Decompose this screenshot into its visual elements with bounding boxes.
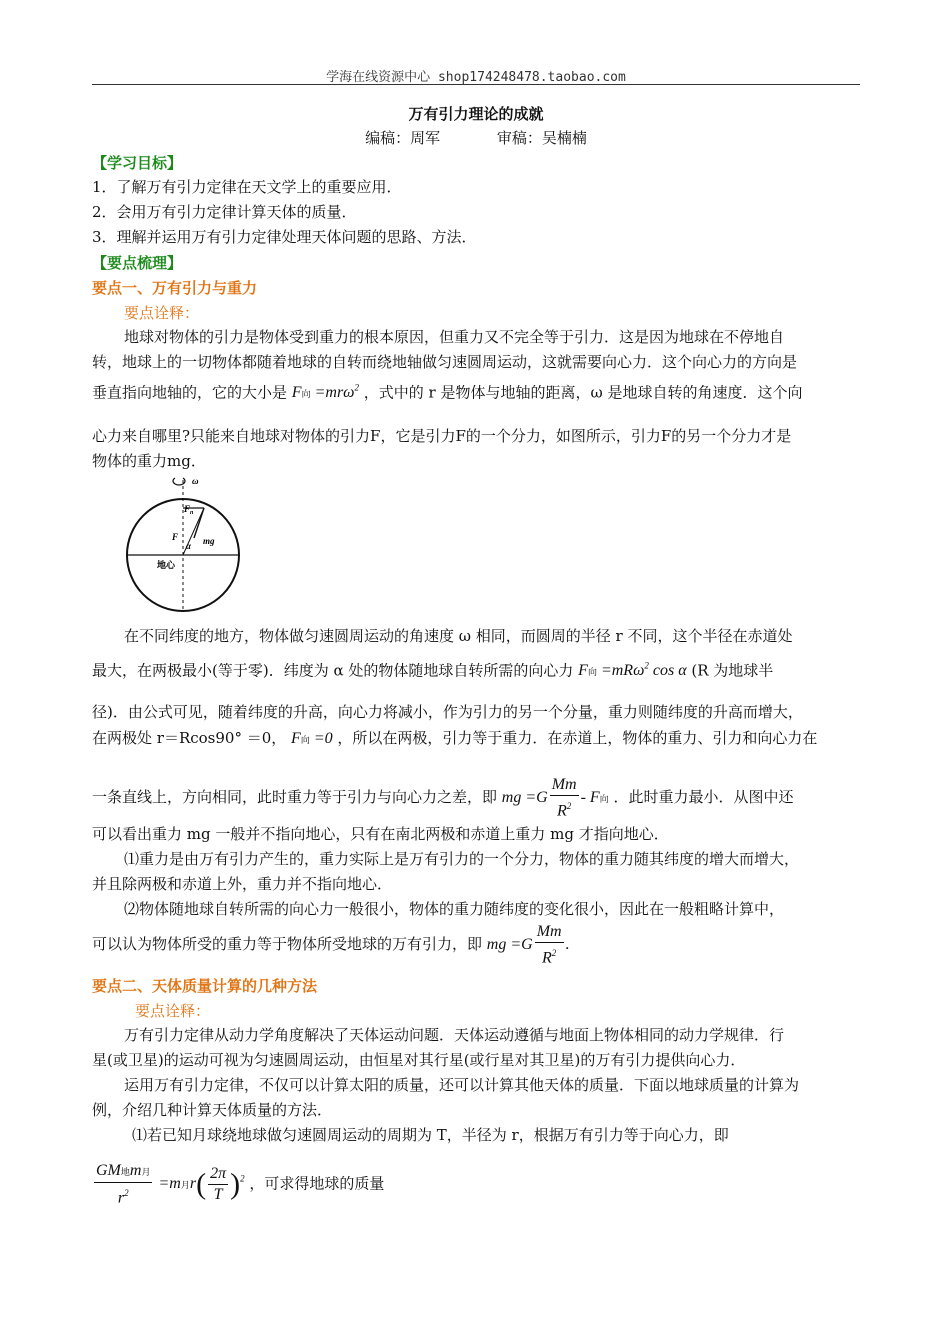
equator-formula: mg =G $\frac{Mm}{R^2}$ - F向 (501, 776, 609, 820)
page-header: 学海在线资源中心 shop174248478.taobao.com (326, 70, 626, 85)
p1-line-3-text: 垂直指向地轴的，它的大小是 (92, 383, 288, 402)
p2-line-3: 径)．由公式可见，随着纬度的升高，向心力将减小，作为引力的另一个分量，重力则随纬度的升高而增大， (92, 703, 803, 721)
alpha-label: α (186, 541, 191, 551)
centripetal-formula: F向 =mrω$^2$ (291, 383, 359, 402)
point2-title: 要点二、天体质量计算的几种方法 (92, 977, 318, 995)
editors-line (92, 127, 860, 148)
mg-label: mg (203, 536, 215, 546)
p1-line-5: 物体的重力mg． (92, 452, 206, 470)
f-label: F (172, 532, 179, 542)
p3-line-3: 运用万有引力定律，不仅可以计算太阳的质量，还可以计算其他天体的质量．下面以地球质量的计算为 (124, 1076, 800, 1094)
point1-title: 要点一、万有引力与重力 (92, 279, 258, 297)
p3-line-5: ⑴若已知月球绕地球做匀速圆周运动的周期为 T，半径为 r，根据万有引力等于向心力，即 (132, 1126, 729, 1144)
mg-vector (194, 508, 204, 538)
goal-2: 2．会用万有引力定律计算天体的质量． (92, 203, 357, 221)
approx-gravity-formula: mg =G $\frac{Mm}{R^2}$ . (486, 923, 570, 967)
note-1-line-2: 并且除两极和赤道上外，重力并不指向地心． (92, 875, 393, 893)
orbit-formula: $\frac{\text{GM地m月}}{r^2}$ =m月r( $\frac{2\pi}{T}$ )$^2$ (96, 1161, 245, 1207)
p1-line-4: 心力来自哪里?只能来自地球对物体的引力F，它是引力F的一个分力，如图所示，引力F的另一个分力才是 (92, 427, 792, 445)
point1-annotation: 要点诠释： (124, 304, 200, 322)
p1-line-1: 地球对物体的引力是物体受到重力的根本原因，但重力又不完全等于引力．这是因为地球在不停地自 (124, 328, 785, 346)
header-divider (92, 84, 860, 85)
p2-line-4: 在两极处 r＝Rcos90° ＝0， F向 =0 ，所以在两极，引力等于重力．在赤道上，物体的重力、引力和向心力在 (92, 729, 818, 747)
p3-line-1: 万有引力定律从动力学角度解决了天体运动问题．天体运动遵循与地面上物体相同的动力学规律．行 (124, 1026, 785, 1044)
p1-line-3-tail: ，式中的 r 是物体与地轴的距离，ω 是地球自转的角速度．这个向 (363, 383, 803, 402)
p2-line-6: 可以看出重力 mg 一般并不指向地心，只有在南北两极和赤道上重力 mg 才指向地心． (92, 825, 669, 843)
editor: 编稿：周军 (365, 129, 441, 147)
goal-1: 1．了解万有引力定律在天文学上的重要应用． (92, 178, 402, 196)
p1-line-3 (92, 378, 872, 404)
latitude-formula: F向 =mRω$^2$ cos α (578, 661, 687, 680)
p2-line-5: 一条直线上，方向相同，此时重力等于引力与向心力之差，即 mg =G $\frac{Mm}{R^2}$ - F向 ．此时重力最小．从图中还 (92, 776, 794, 820)
note-1-line-1: ⑴重力是由万有引力产生的，重力实际上是万有引力的一个分力，物体的重力随其纬度的增大而增大， (124, 850, 800, 868)
fn-label: $F_n$ (184, 504, 194, 516)
p2-line-2: 最大，在两极最小(等于零)．纬度为 α 处的物体随地球自转所需的向心力 F向 =mRω$^2$ cos α (R 为地球半 (92, 661, 774, 680)
earth-force-diagram (124, 472, 244, 612)
p3-line-4: 例，介绍几种计算天体质量的方法． (92, 1101, 333, 1119)
key-points-heading: 【要点梳理】 (92, 254, 183, 272)
p2-line-1: 在不同纬度的地方，物体做匀速圆周运动的角速度 ω 相同，而圆周的半径 r 不同，这个半径在赤道处 (124, 627, 793, 645)
p3-line-6: $\frac{\text{GM地m月}}{r^2}$ =m月r( $\frac{2\pi}{T}$ )$^2$ ，可求得地球的质量 (92, 1152, 872, 1212)
earth-center-label: 地心 (157, 561, 176, 571)
goals-heading: 【学习目标】 (92, 154, 183, 172)
note-2-line-2: 可以认为物体所受的重力等于物体所受地球的万有引力，即 mg =G $\frac{Mm}{R^2}$ . (92, 923, 570, 967)
omega-label: ω (192, 476, 199, 486)
goal-3: 3．理解并运用万有引力定律处理天体问题的思路、方法． (92, 228, 477, 246)
point2-annotation: 要点诠释： (135, 1002, 211, 1020)
note-2-line-1: ⑵物体随地球自转所需的向心力一般很小，物体的重力随纬度的变化很小，因此在一般粗略计算中， (124, 900, 785, 918)
reviewer: 审稿：吴楠楠 (496, 129, 587, 147)
document-title: 万有引力理论的成就 (408, 105, 544, 123)
p1-line-2: 转，地球上的一切物体都随着地球的自转而绕地轴做匀速圆周运动，这就需要向心力．这个向心力的方向是 (92, 353, 798, 371)
p3-line-2: 星(或卫星)的运动可视为匀速圆周运动，由恒星对其行星(或行星对其卫星)的万有引力提供向心力． (92, 1051, 746, 1069)
pole-formula: F向 =0 (291, 730, 333, 747)
